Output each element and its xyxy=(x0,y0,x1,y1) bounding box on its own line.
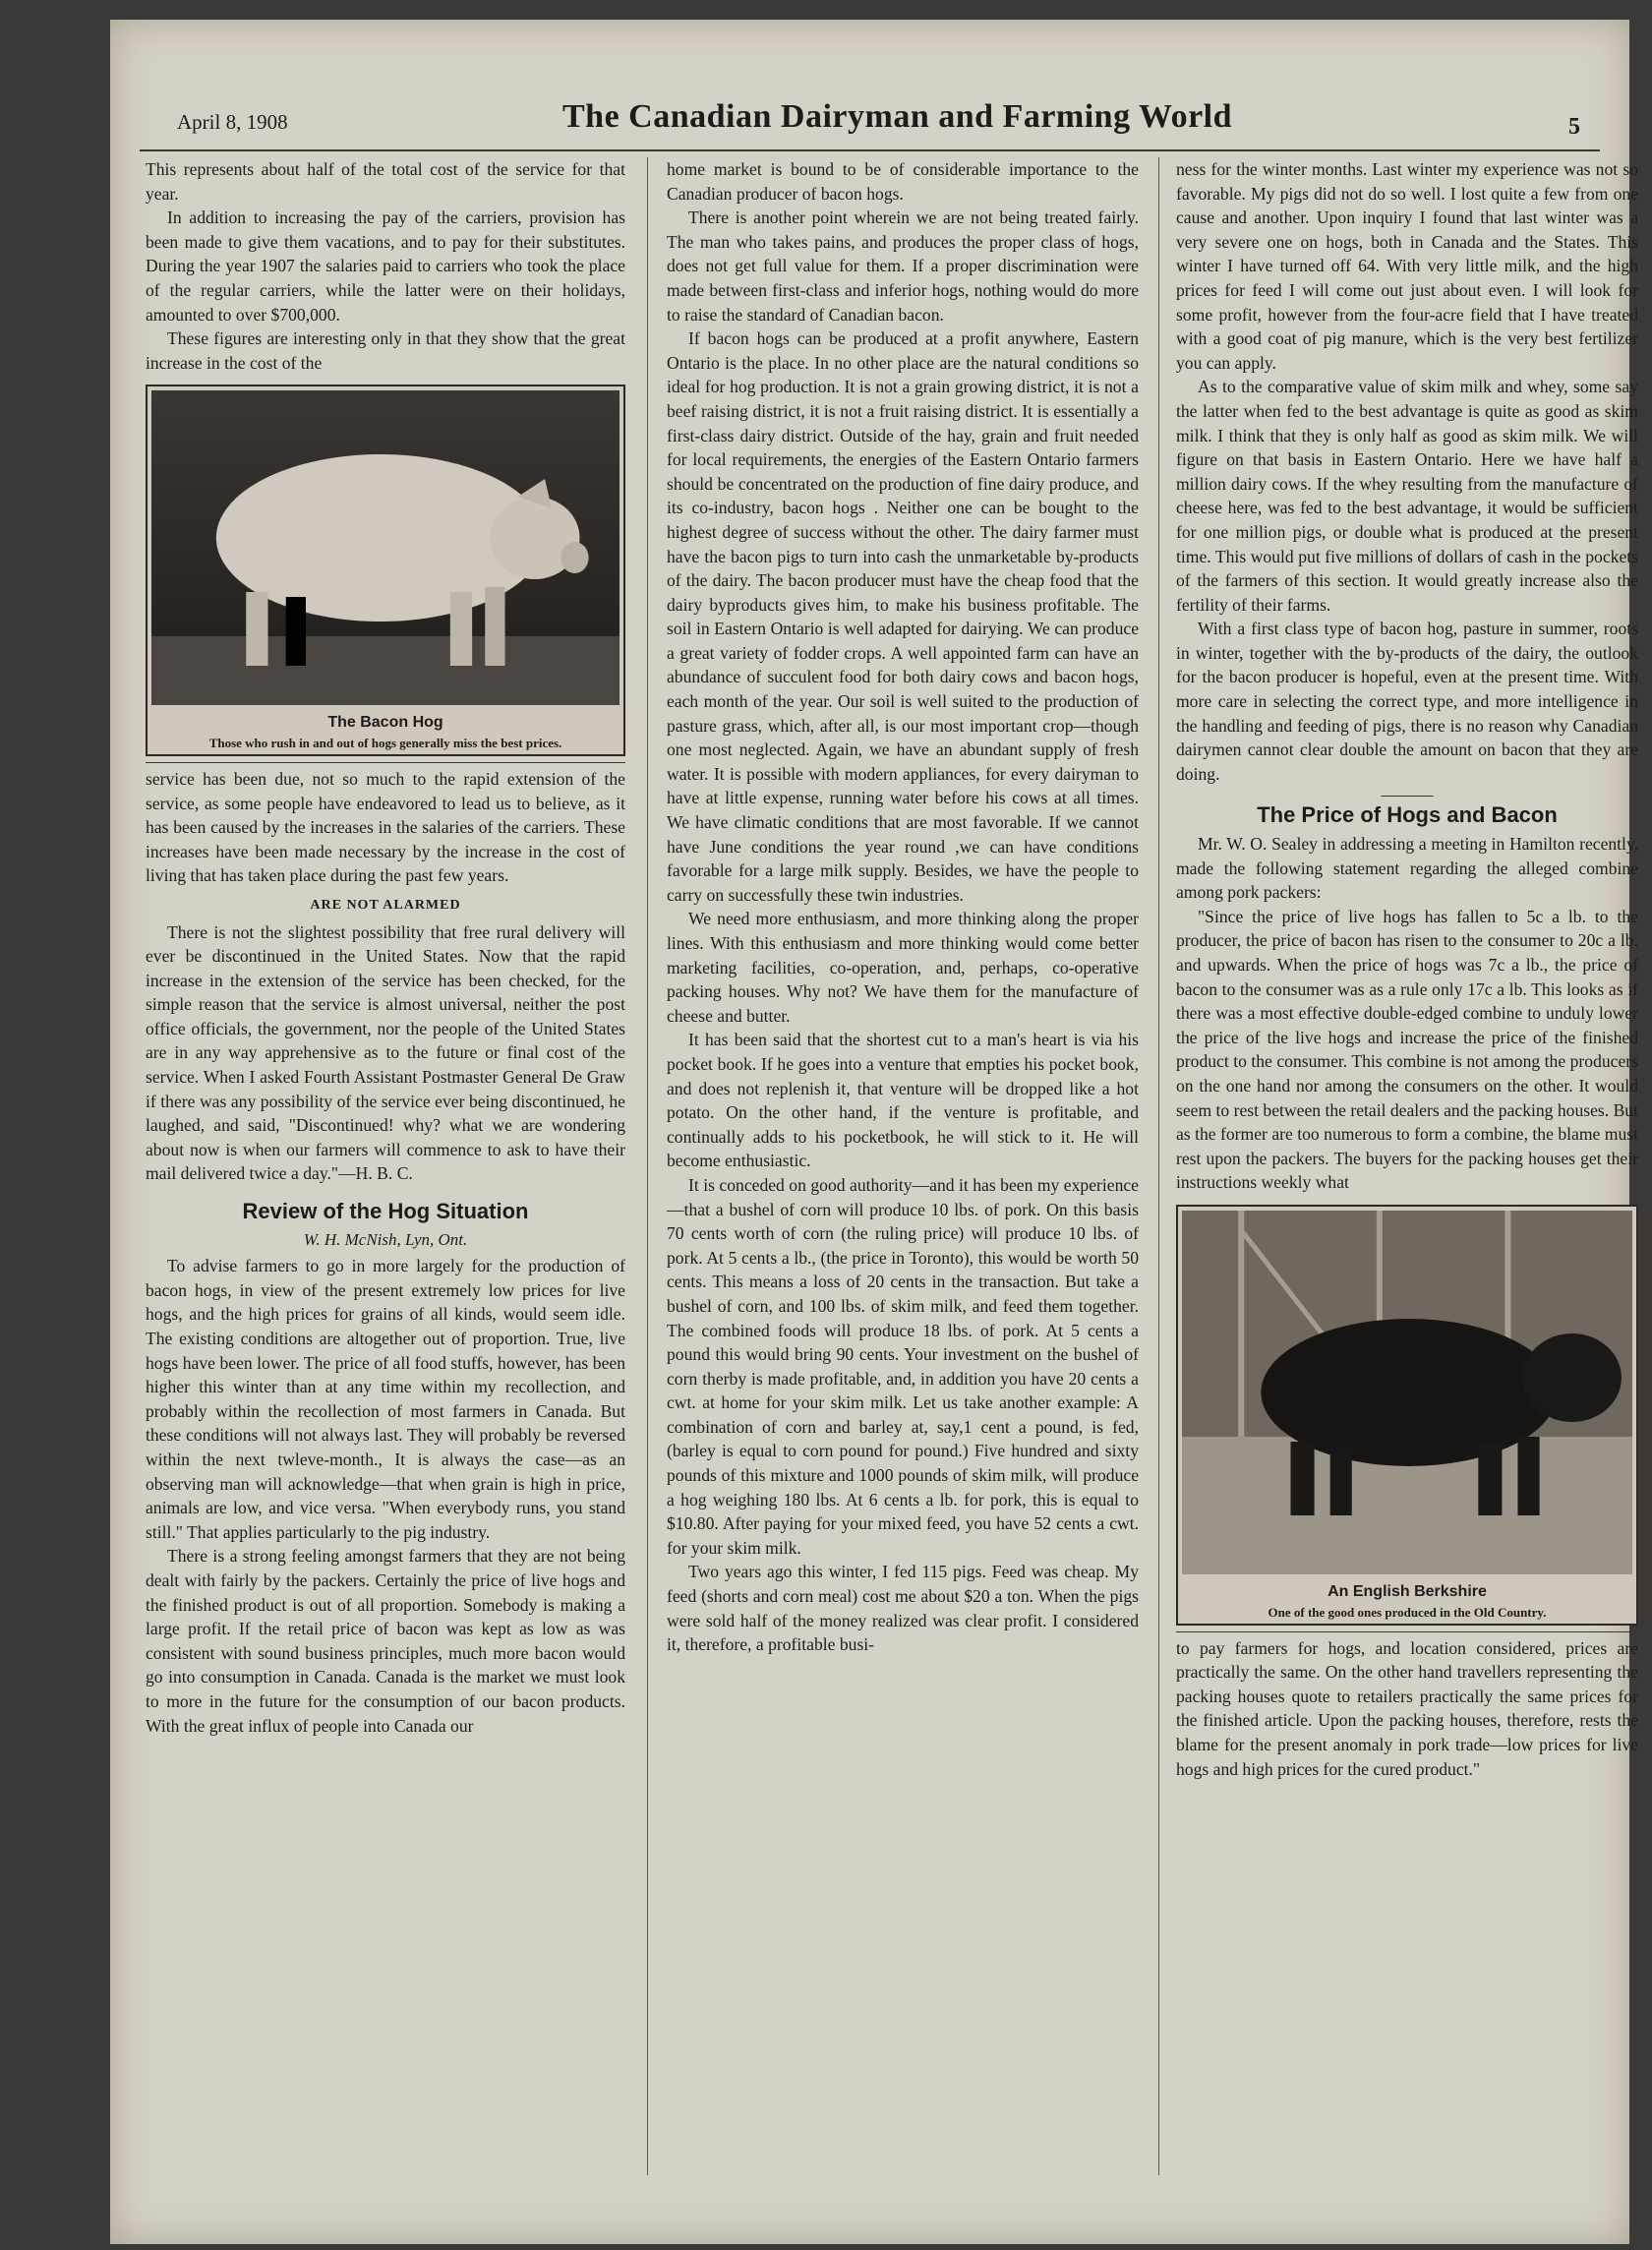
figure-title: An English Berkshire xyxy=(1328,1582,1487,1600)
column-2 xyxy=(667,157,1139,1657)
paragraph: To advise farmers to go in more largely for the production of bacon hogs, in view of the present extremely low prices for live hogs, and the high prices for grains of all kinds, would seem idle. The existing conditions are altogether out of proportion. True, live hogs have been lower. The price of all food stuffs, however, has been higher this winter than at any time within my recollection, and probably within the recollection of most farmers in Canada. But these conditions will not always last. They will probably be reversed within the next twleve-month., It is always the case—as an observing man will acknowledge—that when grain is high in price, animals are low, and vice versa. "When everybody runs, you stand still." That applies particularly to the pig industry. xyxy=(146,1256,625,1542)
paragraph: There is not the slightest possibility that free rural delivery will ever be discontinued in the United States. Now that the rapid increase in the extension of the service has been checked, for the simple reason that the service is almost universal, neither the post office officials, the government, nor the people of the United States are in any way apprehensive as to the future or final cost of the service. When I asked Fourth Assistant Postmaster General De Graw if there was any possibility of the service ever being discontinued, he laughed, and said, "Discontinued! why? what we are wondering about now is when our farmers will commence to ask to have their mail delivered twice a day."—H. B. C. xyxy=(146,921,625,1184)
berkshire-photo xyxy=(1182,1211,1632,1574)
divider xyxy=(146,762,625,763)
byline: W. H. McNish, Lyn, Ont. xyxy=(303,1229,468,1249)
section-dash: ——— xyxy=(1381,785,1434,805)
page-number: 5 xyxy=(1568,114,1580,140)
paragraph: In addition to increasing the pay of the carriers, provision has been made to give them vacations, and to pay for their substitutes. During the year 1907 the salaries paid to carriers who took the place of the regular carriers, while the latter were on their holidays, amounted to over $700,000. xyxy=(146,207,625,325)
column-3 xyxy=(1176,157,1638,1781)
paragraph: There is another point wherein we are not being treated fairly. The man who takes pains, and produces the proper class of hogs, does not get full value for them. If a proper discrimination were made between first-class and inferior hogs, nothing would do more to raise the standard of Canadian bacon. xyxy=(667,207,1139,325)
paragraph: Mr. W. O. Sealey in addressing a meeting in Hamilton recently, made the following statement regarding the alleged combine among pork packers: xyxy=(1176,834,1638,903)
article-heading: Review of the Hog Situation xyxy=(242,1199,529,1224)
paragraph: service has been due, not so much to the rapid extension of the service, as some people have endeavored to lead us to believe, as it has been caused by the increases in the salaries of the carriers. These increases have been made necessary by the increase in the cost of living that has taken place during the past few years. xyxy=(146,768,625,886)
paragraph: ness for the winter months. Last winter my experience was not so favorable. My pigs did not do so well. I lost quite a few from one cause and another. Upon inquiry I found that last winter was a very severe one on hogs, both in Canada and the States. This winter I have turned off 64. With very little milk, and the high prices for feed I will come out just about even. I will look for some profit, however from the four-acre field that I have treated with a good coat of pig manure, which is the very best fertilizer you can apply. xyxy=(1176,159,1638,373)
paragraph: With a first class type of bacon hog, pasture in summer, roots in winter, together with the by-products of the dairy, the outlook for the bacon producer is hopeful, even at the present time. With more care in selecting the correct type, and more intelligence in the handling and feeding of pigs, there is no reason why Canadian dairymen cannot clear double the amount on bacon that they are doing. xyxy=(1176,619,1638,784)
bacon-hog-photo xyxy=(151,390,620,705)
paragraph: There is a strong feeling amongst farmers that they are not being dealt with fairly by the packers. Certainly the price of live hogs and the finished product is out of all proportion. Somebody is making a large profit. If the retail price of bacon was kept as low as was consistent with sound business principles, much more bacon would go into consumption in Canada. Canada is the market we must look to more in the future for the consumption of our bacon products. With the great influx of people into Canada our xyxy=(146,1546,625,1736)
paragraph: to pay farmers for hogs, and location considered, prices are practically the same. On the other hand travellers representing the packing houses quote to retailers practically the same prices for the finished article. Upon the packing houses, therefore, rests the blame for the present anomaly in pork trade—low prices for live hogs and high prices for the cured product." xyxy=(1176,1637,1638,1779)
issue-date: April 8, 1908 xyxy=(177,110,288,134)
paragraph: Two years ago this winter, I fed 115 pigs. Feed was cheap. My feed (shorts and corn meal) cost me about $20 a ton. When the pigs were sold half of the money realized was clear profit. I considered it, therefore, a profitable busi- xyxy=(667,1562,1139,1655)
newspaper-page xyxy=(110,20,1638,2244)
paragraph: As to the comparative value of skim milk and whey, some say the latter when fed to the best advantage is quite as good as skim milk. I think that they is only half as good as skim milk. We will figure on that basis in Eastern Ontario. Here we have half a million dairy cows. If the whey resulting from the manufacture of cheese here, was fed to the best advantage, it would be sufficient for one million pigs, or double what is produced at the present time. This would put five millions of dollars of cash in the pockets of the farmers of this section. It would greatly increase also the fertility of their farms. xyxy=(1176,377,1638,615)
paragraph: If bacon hogs can be produced at a profit anywhere, Eastern Ontario is the place. In no other place are the natural conditions so ideal for hog production. It is not a grain growing district, it is not a beef raising district, it is not a fruit raising district. It is essentially a first-class dairy district. Outside of the hay, grain and fruit needed for local requirements, the energies of the Eastern Ontario farmers should be concentrated on the production of fine dairy produce, and its co-industry, bacon hogs . Neither one can be bought to the highest degree of success without the other. The dairy farmer must have the bacon pigs to turn into cash the unmarketable by-products of the dairy. The bacon producer must have the cheap food that the dairy byproducts gives him, to make his business profitable. The soil in Eastern Ontario is well adapted for dairying. We can produce a great variety of fodder crops. A well appointed farm can have an abundance of succulent food for both dairy cows and bacon hogs, each month of the year. Our soil is well suited to the production of pasture grass, which, after all, is our most important crop—though one most neglected. Again, we have an abundant supply of fresh water. It is possible with modern appliances, for every dairyman to have at little expense, running water before his cows at all times. We have climatic conditions that are most favorable. If we cannot have June conditions the year round ,we can have conditions favorable for a large milk supply. Besides, we have the people to carry on successfully these twin industries. xyxy=(667,328,1139,905)
paragraph: We need more enthusiasm, and more thinking along the proper lines. With this enthusiasm and more thinking would come better marketing facilities, co-operation, and, perhaps, co-operative packing houses. Why not? We have them for the manufacture of cheese and butter. xyxy=(667,909,1139,1026)
bacon-hog-figure xyxy=(146,385,625,756)
paragraph: "Since the price of live hogs has fallen to 5c a lb. to the producer, the price of bacon has risen to the consumer to 20c a lb. and upwards. When the price of hogs was 7c a lb., the price of bacon to the consumer was as a rule only 17c a lb. This looks as if there was a most effective double-edged combine to unduly lower the price of the live hogs and increase the price of the finished product to the consumer. This combine is not among the producers on the one hand nor among the consumers on the other. It would seem to rest between the retail dealers and the packing houses. But as the former are too numerous to form a combine, the blame must rest upon the packers. The buyers for the packing houses get their instructions weekly what xyxy=(1176,906,1638,1193)
header-rule xyxy=(140,149,1600,151)
figure-caption: One of the good ones produced in the Old Country. xyxy=(1268,1604,1547,1620)
divider xyxy=(1176,1631,1638,1632)
article-heading: The Price of Hogs and Bacon xyxy=(1257,802,1558,828)
berkshire-figure xyxy=(1176,1205,1638,1626)
masthead-title: The Canadian Dairyman and Farming World xyxy=(562,98,1233,135)
paragraph: This represents about half of the total cost of the service for that year. xyxy=(146,159,625,204)
figure-caption: Those who rush in and out of hogs generally miss the best prices. xyxy=(208,735,562,750)
figure-title: The Bacon Hog xyxy=(327,714,443,732)
paragraph: It has been said that the shortest cut to a man's heart is via his pocket book. If he goes into a venture that empties his pocket book, and does not replenish it, that venture will be dropped like a hot potato. On the other hand, if the venture is profitable, and continually adds to his pocketbook, he will stick to it. He will become enthusiastic. xyxy=(667,1030,1139,1171)
column-1 xyxy=(146,157,625,1738)
paragraph: These figures are interesting only in that they show that the great increase in the cost of the xyxy=(146,328,625,373)
column-divider xyxy=(1158,157,1159,2175)
column-divider xyxy=(647,157,648,2175)
subheading: ARE NOT ALARMED xyxy=(310,897,461,913)
paragraph: It is conceded on good authority—and it has been my experience—that a bushel of corn will produce 10 lbs. of pork. On this basis 70 cents worth of corn (the ruling price) will produce 10 lbs. of pork. At 5 cents a lb., (the price in Toronto), this would be worth 50 cents. This means a loss of 20 cents in the transaction. But take a bushel of corn, and 100 lbs. of skim milk, and feed them together. The combined foods will produce 18 lbs. of pork. At 5 cents a pound this would bring 90 cents. Your investment on the bushel of corn therby is made profitable, and, in addition you have 20 cents a cwt. at home for your skim milk. Let us take another example: A combination of corn and barley at, say,1 cent a pound, is fed, (barley is equal to corn pound for pound.) Five hundred and sixty pounds of this mixture and 1000 pounds of skim milk, will produce a hog weighing 180 lbs. At 6 cents a lb. for pork, this is equal to $10.80. After paying for your mixed feed, you have 52 cents a cwt. for your skim milk. xyxy=(667,1174,1139,1558)
paragraph: home market is bound to be of considerable importance to the Canadian producer of bacon hogs. xyxy=(667,159,1139,204)
page-header xyxy=(159,92,1580,151)
